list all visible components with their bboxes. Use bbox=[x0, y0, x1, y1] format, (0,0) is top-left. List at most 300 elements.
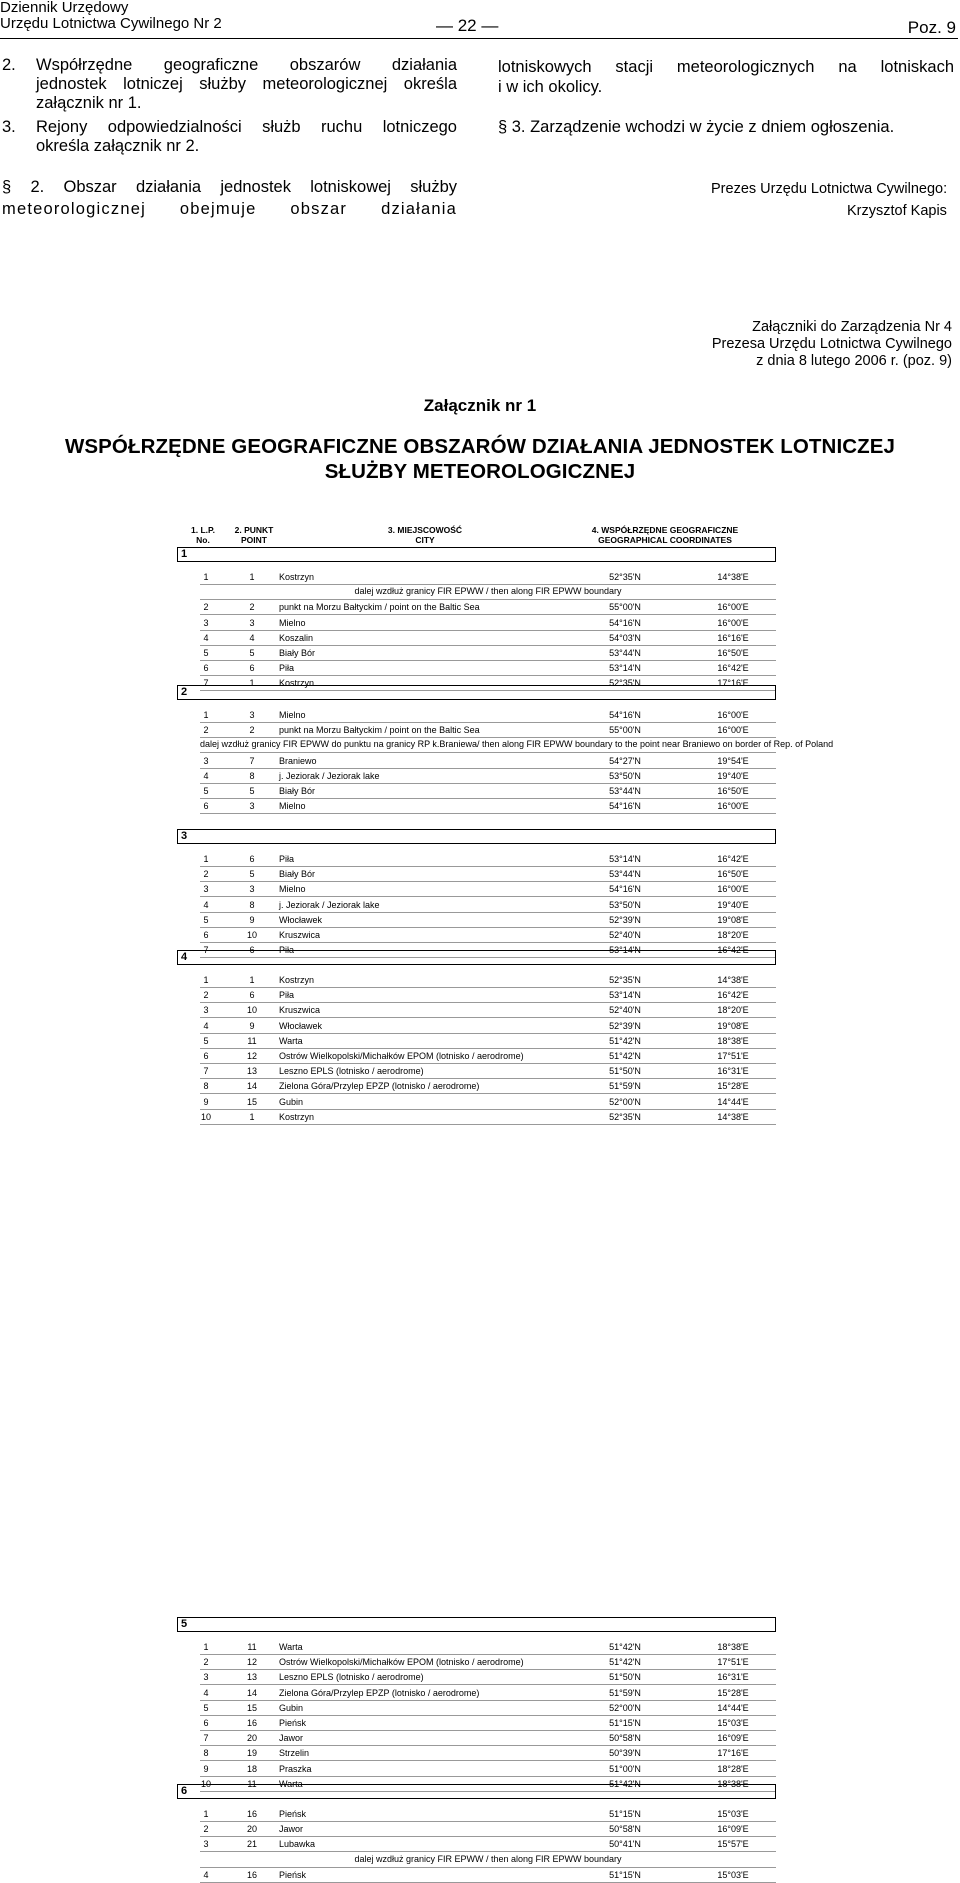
journal-name-line1: Dziennik Urzędowy bbox=[0, 0, 129, 16]
row-latitude: 53°14'N bbox=[609, 945, 641, 956]
row-city: Kostrzyn bbox=[279, 572, 315, 582]
row-point: 6 bbox=[249, 945, 255, 956]
row-latitude: 51°42'N bbox=[609, 1657, 641, 1668]
row-point: 8 bbox=[249, 770, 255, 781]
header-lp: 1. L.P. No. bbox=[191, 525, 215, 545]
row-city: Zielona Góra/Przylep EPZP (lotnisko / aerodrome) bbox=[279, 1687, 480, 1698]
boundary-note-text: dalej wzdłuż granicy FIR EPWW / then along FIR EPWW boundary bbox=[354, 1853, 622, 1864]
row-latitude: 50°39'N bbox=[609, 1748, 641, 1759]
row-latitude: 50°58'N bbox=[609, 1824, 641, 1835]
row-latitude: 54°27'N bbox=[609, 755, 641, 766]
row-city: Piła bbox=[279, 663, 295, 674]
row-latitude: 51°15'N bbox=[609, 1809, 641, 1819]
row-city: Praszka bbox=[279, 1763, 312, 1774]
row-point: 16 bbox=[247, 1718, 258, 1728]
row-point: 8 bbox=[249, 899, 255, 910]
row-lp: 6 bbox=[203, 930, 209, 940]
row-lp: 1 bbox=[203, 1809, 209, 1819]
table-row bbox=[200, 798, 776, 814]
row-longitude: 18°38'E bbox=[717, 1778, 749, 1789]
journal-name-line2: Urzędu Lotnictwa Cywilnego Nr 2 bbox=[0, 15, 222, 32]
header-city: 3. MIEJSCOWOŚĆ CITY bbox=[387, 525, 463, 545]
table-row bbox=[200, 630, 776, 646]
row-city: Mielno bbox=[279, 710, 306, 720]
header-coords: 4. WSPÓŁRZĘDNE GEOGRAFICZNE GEOGRAPHICAL COORDINATES bbox=[591, 525, 739, 545]
main-title-line2: SŁUŻBY METEOROLOGICZNEJ bbox=[324, 460, 636, 483]
row-latitude: 54°16'N bbox=[609, 617, 641, 628]
row-point: 14 bbox=[247, 1687, 258, 1698]
section-bar bbox=[177, 1784, 776, 1799]
row-lp: 5 bbox=[203, 786, 209, 796]
row-latitude: 51°15'N bbox=[609, 1718, 641, 1728]
row-point: 9 bbox=[249, 914, 255, 925]
row-longitude: 14°44'E bbox=[717, 1702, 749, 1713]
row-point: 6 bbox=[249, 663, 255, 674]
row-lp: 1 bbox=[203, 854, 209, 864]
item2-line3: załącznik nr 1. bbox=[36, 94, 142, 112]
row-latitude: 52°40'N bbox=[609, 930, 641, 940]
row-latitude: 55°00'N bbox=[609, 602, 641, 613]
row-longitude: 16°00'E bbox=[717, 884, 749, 895]
section-bar bbox=[177, 829, 776, 844]
table-row bbox=[200, 753, 776, 769]
row-lp: 3 bbox=[203, 1839, 209, 1850]
row-latitude: 53°44'N bbox=[609, 869, 641, 880]
row-latitude: 52°35'N bbox=[609, 678, 641, 689]
row-longitude: 15°03'E bbox=[717, 1809, 749, 1819]
row-latitude: 51°42'N bbox=[609, 1051, 641, 1061]
row-longitude: 19°40'E bbox=[717, 770, 749, 781]
row-city: Włocławek bbox=[279, 914, 323, 925]
row-city: Warta bbox=[279, 1035, 303, 1046]
row-point: 15 bbox=[247, 1096, 258, 1107]
row-latitude: 53°14'N bbox=[609, 663, 641, 674]
row-longitude: 17°16'E bbox=[717, 1748, 749, 1759]
row-longitude: 17°16'E bbox=[717, 678, 749, 689]
row-point: 3 bbox=[249, 801, 255, 812]
main-title bbox=[0, 434, 960, 484]
boundary-note-text: dalej wzdłuż granicy FIR EPWW / then along FIR EPWW boundary bbox=[354, 586, 622, 597]
row-city: Gubin bbox=[279, 1702, 304, 1713]
row-lp: 9 bbox=[203, 1096, 209, 1107]
row-longitude: 14°44'E bbox=[717, 1096, 749, 1107]
position-label: Poz. 9 bbox=[907, 18, 956, 37]
boundary-note-text: dalej wzdłuż granicy FIR EPWW do punktu na granicy RP k.Braniewa/ then along FIR EPWW boundary to the point near Braniewo on border of Rep. of Poland bbox=[200, 739, 834, 750]
row-city: Braniewo bbox=[279, 755, 317, 766]
row-latitude: 52°35'N bbox=[609, 572, 641, 582]
row-lp: 7 bbox=[203, 945, 209, 956]
item2-line1: Współrzędne geograficzne obszarów działania bbox=[36, 56, 457, 74]
row-point: 1 bbox=[249, 572, 255, 582]
row-latitude: 51°00'N bbox=[609, 1763, 641, 1774]
row-lp: 10 bbox=[201, 1111, 212, 1122]
row-latitude: 52°35'N bbox=[609, 975, 641, 985]
row-lp: 5 bbox=[203, 1035, 209, 1046]
table-row bbox=[200, 1109, 776, 1125]
row-longitude: 16°31'E bbox=[717, 1672, 749, 1683]
row-longitude: 16°42'E bbox=[717, 945, 749, 956]
row-longitude: 19°08'E bbox=[717, 914, 749, 925]
table-row bbox=[200, 1639, 776, 1655]
row-lp: 2 bbox=[203, 1824, 209, 1835]
row-latitude: 52°40'N bbox=[609, 1005, 641, 1016]
section-number: 5 bbox=[181, 1618, 188, 1630]
row-point: 1 bbox=[249, 678, 255, 689]
row-point: 13 bbox=[247, 1066, 258, 1077]
right-line1: lotniskowych stacji meteorologicznych na lotniskach bbox=[498, 58, 954, 76]
row-city: Biały Bór bbox=[279, 786, 316, 796]
row-point: 10 bbox=[247, 1005, 258, 1016]
row-longitude: 16°42'E bbox=[717, 990, 749, 1001]
section-number: 3 bbox=[181, 830, 188, 842]
item2-line2: jednostek lotniczej służby meteorologicznej określa bbox=[36, 75, 457, 93]
row-latitude: 51°15'N bbox=[609, 1869, 641, 1880]
row-longitude: 15°28'E bbox=[717, 1081, 749, 1092]
row-point: 2 bbox=[249, 725, 255, 736]
row-lp: 9 bbox=[203, 1763, 209, 1774]
section-bar bbox=[177, 1617, 776, 1632]
row-latitude: 52°39'N bbox=[609, 1020, 641, 1031]
coordinates-table bbox=[175, 520, 834, 1880]
row-point: 5 bbox=[249, 786, 255, 796]
row-longitude: 16°31'E bbox=[717, 1066, 749, 1077]
row-latitude: 50°41'N bbox=[609, 1839, 641, 1850]
row-latitude: 54°16'N bbox=[609, 801, 641, 812]
table-row bbox=[200, 1078, 776, 1094]
row-latitude: 53°14'N bbox=[609, 854, 641, 864]
row-longitude: 16°42'E bbox=[717, 663, 749, 674]
row-longitude: 16°16'E bbox=[717, 632, 749, 643]
table-row bbox=[200, 912, 776, 928]
row-lp: 10 bbox=[201, 1778, 212, 1789]
table-row bbox=[200, 1654, 776, 1670]
row-longitude: 15°28'E bbox=[717, 1687, 749, 1698]
row-point: 20 bbox=[247, 1824, 258, 1835]
table-row bbox=[200, 1018, 776, 1034]
table-row bbox=[200, 1867, 776, 1883]
row-point: 4 bbox=[249, 632, 255, 643]
signer-title: Prezes Urzędu Lotnictwa Cywilnego: bbox=[711, 181, 948, 197]
row-longitude: 16°00'E bbox=[717, 725, 749, 736]
row-lp: 5 bbox=[203, 648, 209, 658]
right-line2: i w ich okolicy. bbox=[498, 78, 603, 96]
row-longitude: 18°38'E bbox=[717, 1642, 749, 1652]
row-point: 16 bbox=[247, 1869, 258, 1880]
row-city: j. Jeziorak / Jeziorak lake bbox=[279, 770, 380, 781]
table-row bbox=[200, 1048, 776, 1064]
row-city: Mielno bbox=[279, 884, 306, 895]
row-lp: 1 bbox=[203, 1642, 209, 1652]
row-city: Warta bbox=[279, 1642, 303, 1652]
row-point: 2 bbox=[249, 602, 255, 613]
row-latitude: 54°16'N bbox=[609, 710, 641, 720]
attachments-note-line1: Załączniki do Zarządzenia Nr 4 bbox=[752, 319, 952, 335]
row-latitude: 51°42'N bbox=[609, 1035, 641, 1046]
header-point: 2. PUNKT POINT bbox=[234, 525, 274, 545]
row-latitude: 51°50'N bbox=[609, 1066, 641, 1077]
row-point: 11 bbox=[247, 1642, 257, 1652]
row-lp: 7 bbox=[203, 1066, 209, 1077]
row-lp: 2 bbox=[203, 869, 209, 880]
row-point: 14 bbox=[247, 1081, 258, 1092]
table-row bbox=[200, 1685, 776, 1701]
section-number: 4 bbox=[181, 951, 188, 963]
row-lp: 1 bbox=[203, 710, 209, 720]
row-latitude: 51°50'N bbox=[609, 1672, 641, 1683]
row-point: 7 bbox=[249, 755, 255, 766]
row-latitude: 52°35'N bbox=[609, 1111, 641, 1122]
attachments-note-line2: Prezesa Urzędu Lotnictwa Cywilnego bbox=[711, 336, 952, 352]
row-city: Leszno EPLS (lotnisko / aerodrome) bbox=[279, 1672, 424, 1683]
row-latitude: 50°58'N bbox=[609, 1733, 641, 1744]
row-point: 12 bbox=[247, 1051, 258, 1061]
row-latitude: 52°39'N bbox=[609, 914, 641, 925]
annex-title: Załącznik nr 1 bbox=[423, 396, 537, 415]
row-lp: 3 bbox=[203, 1672, 209, 1683]
row-latitude: 51°59'N bbox=[609, 1081, 641, 1092]
row-lp: 1 bbox=[203, 572, 209, 582]
row-lp: 8 bbox=[203, 1748, 209, 1759]
row-city: Pieńsk bbox=[279, 1869, 307, 1880]
row-longitude: 15°03'E bbox=[717, 1869, 749, 1880]
row-city: Leszno EPLS (lotnisko / aerodrome) bbox=[279, 1066, 424, 1077]
row-point: 13 bbox=[247, 1672, 258, 1683]
table-row bbox=[200, 987, 776, 1003]
row-city: Włocławek bbox=[279, 1020, 323, 1031]
row-longitude: 15°03'E bbox=[717, 1718, 749, 1728]
row-latitude: 52°00'N bbox=[609, 1702, 641, 1713]
boundary-note bbox=[200, 584, 776, 600]
row-longitude: 19°54'E bbox=[717, 755, 749, 766]
row-city: Piła bbox=[279, 945, 295, 956]
row-point: 3 bbox=[249, 617, 255, 628]
row-lp: 2 bbox=[203, 1657, 209, 1668]
section-bar bbox=[177, 685, 776, 700]
table-header bbox=[175, 520, 777, 546]
row-city: Kostrzyn bbox=[279, 975, 315, 985]
section-number: 1 bbox=[181, 548, 188, 560]
row-point: 15 bbox=[247, 1702, 258, 1713]
row-longitude: 18°38'E bbox=[717, 1035, 749, 1046]
row-lp: 4 bbox=[203, 1020, 209, 1031]
row-city: Pieńsk bbox=[279, 1718, 307, 1728]
table-row bbox=[200, 866, 776, 882]
row-lp: 6 bbox=[203, 1718, 209, 1728]
section-number: 2 bbox=[181, 686, 188, 698]
table-row bbox=[200, 707, 776, 723]
row-lp: 3 bbox=[203, 884, 209, 895]
row-lp: 1 bbox=[203, 975, 209, 985]
table-row bbox=[200, 645, 776, 661]
row-longitude: 17°51'E bbox=[717, 1051, 749, 1061]
row-city: Mielno bbox=[279, 617, 306, 628]
section-bar bbox=[177, 547, 776, 562]
table-row bbox=[200, 1033, 776, 1049]
row-lp: 8 bbox=[203, 1081, 209, 1092]
row-city: punkt na Morzu Bałtyckim / point on the Baltic Sea bbox=[279, 725, 480, 736]
row-lp: 2 bbox=[203, 602, 209, 613]
row-city: Jawor bbox=[279, 1733, 304, 1744]
row-longitude: 16°00'E bbox=[717, 801, 749, 812]
row-point: 9 bbox=[249, 1020, 255, 1031]
table-row bbox=[200, 1836, 776, 1852]
section-number: 6 bbox=[181, 1785, 188, 1797]
table-row bbox=[200, 722, 776, 738]
row-city: Mielno bbox=[279, 801, 306, 812]
table-row bbox=[200, 1730, 776, 1746]
row-point: 10 bbox=[247, 930, 258, 940]
row-longitude: 14°38'E bbox=[717, 975, 749, 985]
row-city: Ostrów Wielkopolski/Michałków EPOM (lotnisko / aerodrome) bbox=[279, 1051, 524, 1061]
row-latitude: 53°50'N bbox=[609, 899, 641, 910]
row-longitude: 19°08'E bbox=[717, 1020, 749, 1031]
row-lp: 3 bbox=[203, 617, 209, 628]
row-point: 6 bbox=[249, 990, 255, 1001]
row-city: Pieńsk bbox=[279, 1809, 307, 1819]
table-row bbox=[200, 1761, 776, 1777]
row-city: Strzelin bbox=[279, 1748, 310, 1759]
row-longitude: 16°50'E bbox=[717, 786, 749, 796]
page-number: — 22 — bbox=[436, 16, 499, 35]
table-row bbox=[200, 615, 776, 631]
row-lp: 5 bbox=[203, 1702, 209, 1713]
row-longitude: 16°50'E bbox=[717, 648, 749, 658]
row-lp: 4 bbox=[203, 1687, 209, 1698]
table-row bbox=[200, 1669, 776, 1685]
table-row bbox=[200, 972, 776, 988]
table-row bbox=[200, 927, 776, 943]
par2-line1: § 2. Obszar działania jednostek lotniskowej służby bbox=[2, 178, 457, 196]
table-row bbox=[200, 1821, 776, 1837]
row-city: Koszalin bbox=[279, 632, 314, 643]
row-lp: 4 bbox=[203, 899, 209, 910]
signer-name: Krzysztof Kapis bbox=[847, 203, 947, 219]
row-point: 6 bbox=[249, 854, 255, 864]
table-row bbox=[200, 851, 776, 867]
par2-line2: meteorologicznej obejmuje obszar działania bbox=[2, 200, 457, 218]
main-title-line1: WSPÓŁRZĘDNE GEOGRAFICZNE OBSZARÓW DZIAŁANIA JEDNOSTEK LOTNICZEJ bbox=[64, 435, 896, 458]
row-longitude: 16°09'E bbox=[717, 1733, 749, 1744]
row-point: 3 bbox=[249, 884, 255, 895]
row-city: Piła bbox=[279, 990, 295, 1001]
table-row bbox=[200, 1700, 776, 1716]
row-longitude: 16°09'E bbox=[717, 1824, 749, 1835]
row-point: 11 bbox=[247, 1778, 257, 1789]
row-point: 18 bbox=[247, 1763, 258, 1774]
row-longitude: 16°00'E bbox=[717, 602, 749, 613]
paragraph-3: § 3. Zarządzenie wchodzi w życie z dniem ogłoszenia. bbox=[498, 118, 895, 136]
row-point: 1 bbox=[249, 1111, 255, 1122]
row-longitude: 14°38'E bbox=[717, 1111, 749, 1122]
row-longitude: 16°00'E bbox=[717, 617, 749, 628]
row-longitude: 14°38'E bbox=[717, 572, 749, 582]
row-latitude: 54°03'N bbox=[609, 632, 641, 643]
row-point: 1 bbox=[249, 975, 255, 985]
table-row bbox=[200, 1002, 776, 1018]
row-city: j. Jeziorak / Jeziorak lake bbox=[279, 899, 380, 910]
table-row bbox=[200, 897, 776, 913]
row-lp: 6 bbox=[203, 663, 209, 674]
row-lp: 4 bbox=[203, 770, 209, 781]
row-city: Kruszwica bbox=[279, 1005, 321, 1016]
boundary-note bbox=[200, 1852, 776, 1868]
row-latitude: 51°42'N bbox=[609, 1642, 641, 1652]
row-point: 21 bbox=[247, 1839, 258, 1850]
row-point: 5 bbox=[249, 869, 255, 880]
row-lp: 3 bbox=[203, 1005, 209, 1016]
row-point: 11 bbox=[247, 1035, 257, 1046]
row-city: Biały Bór bbox=[279, 869, 316, 880]
row-lp: 7 bbox=[203, 678, 209, 689]
row-city: Kruszwica bbox=[279, 930, 321, 940]
row-city: Gubin bbox=[279, 1096, 304, 1107]
section-bar bbox=[177, 950, 776, 965]
row-city: Kostrzyn bbox=[279, 1111, 315, 1122]
row-longitude: 18°20'E bbox=[717, 930, 749, 940]
row-lp: 5 bbox=[203, 914, 209, 925]
row-latitude: 53°14'N bbox=[609, 990, 641, 1001]
table-row bbox=[200, 1745, 776, 1761]
row-city: Piła bbox=[279, 854, 295, 864]
row-lp: 7 bbox=[203, 1733, 209, 1744]
row-lp: 6 bbox=[203, 801, 209, 812]
table-row bbox=[200, 660, 776, 676]
item3-line2: określa załącznik nr 2. bbox=[36, 137, 200, 155]
row-city: Kostrzyn bbox=[279, 678, 315, 689]
row-longitude: 19°40'E bbox=[717, 899, 749, 910]
row-longitude: 16°50'E bbox=[717, 869, 749, 880]
row-longitude: 18°28'E bbox=[717, 1763, 749, 1774]
table-row bbox=[200, 768, 776, 784]
table-row bbox=[200, 1094, 776, 1110]
journal-name bbox=[0, 0, 222, 32]
row-city: Lubawka bbox=[279, 1839, 316, 1850]
row-lp: 2 bbox=[203, 725, 209, 736]
row-latitude: 53°50'N bbox=[609, 770, 641, 781]
row-longitude: 17°51'E bbox=[717, 1657, 749, 1668]
table-row bbox=[200, 569, 776, 585]
row-city: Ostrów Wielkopolski/Michałków EPOM (lotnisko / aerodrome) bbox=[279, 1657, 524, 1668]
item3-number: 3. bbox=[2, 118, 16, 136]
row-city: Jawor bbox=[279, 1824, 304, 1835]
boundary-note bbox=[200, 737, 834, 753]
item2-number: 2. bbox=[2, 56, 16, 74]
row-point: 12 bbox=[247, 1657, 258, 1668]
row-latitude: 55°00'N bbox=[609, 725, 641, 736]
row-longitude: 18°20'E bbox=[717, 1005, 749, 1016]
attachments-note bbox=[712, 319, 952, 370]
table-row bbox=[200, 783, 776, 799]
row-point: 20 bbox=[247, 1733, 258, 1744]
row-point: 5 bbox=[249, 648, 255, 658]
row-longitude: 15°57'E bbox=[717, 1839, 749, 1850]
row-lp: 4 bbox=[203, 1869, 209, 1880]
header-rule bbox=[0, 38, 958, 39]
row-point: 3 bbox=[249, 710, 255, 720]
row-lp: 6 bbox=[203, 1051, 209, 1061]
table-row bbox=[200, 1806, 776, 1822]
row-city: punkt na Morzu Bałtyckim / point on the Baltic Sea bbox=[279, 602, 480, 613]
row-city: Zielona Góra/Przylep EPZP (lotnisko / aerodrome) bbox=[279, 1081, 480, 1092]
table-row bbox=[200, 599, 776, 615]
table-row bbox=[200, 1715, 776, 1731]
row-latitude: 51°59'N bbox=[609, 1687, 641, 1698]
row-lp: 3 bbox=[203, 755, 209, 766]
row-point: 19 bbox=[247, 1748, 258, 1759]
row-city: Warta bbox=[279, 1778, 303, 1789]
table-row bbox=[200, 1063, 776, 1079]
row-longitude: 16°42'E bbox=[717, 854, 749, 864]
